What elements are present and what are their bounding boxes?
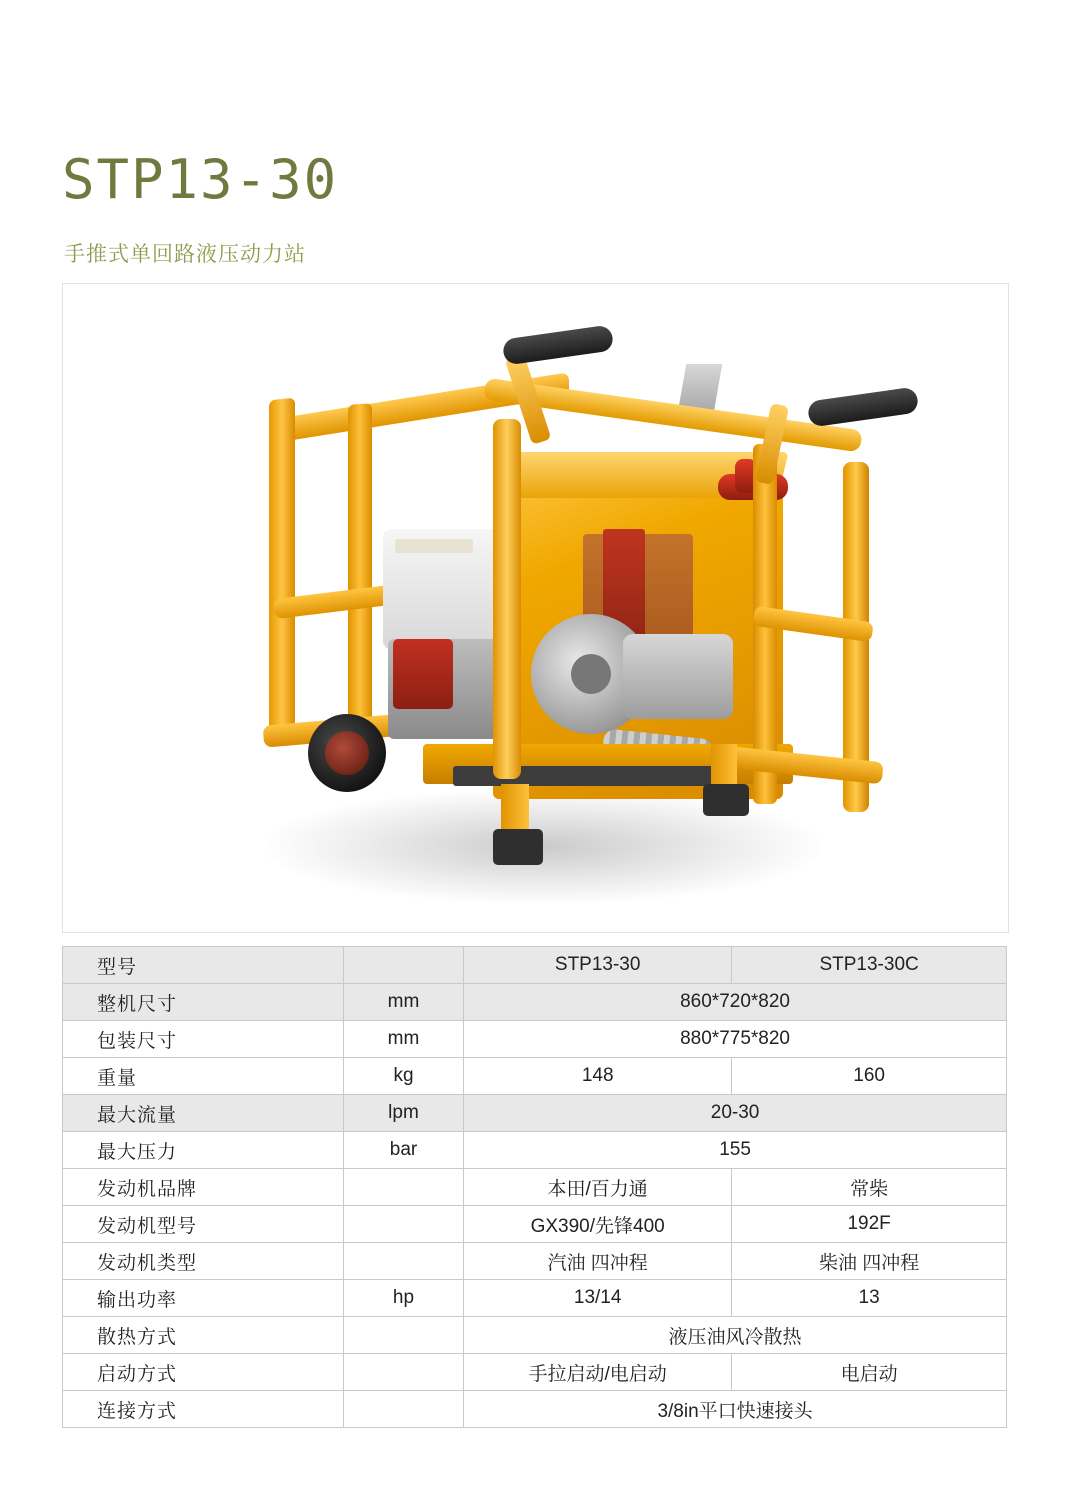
- row-unit: mm: [343, 1021, 463, 1058]
- hydraulic-pump: [623, 634, 733, 719]
- table-row: [63, 1280, 1007, 1317]
- page-subtitle: 手推式单回路液压动力站: [64, 243, 306, 266]
- row-value-1: 手拉启动/电启动: [464, 1354, 732, 1391]
- header-cell-model-2: STP13-30C: [732, 947, 1007, 984]
- table-header-row: [63, 947, 1007, 984]
- header-cell-label: 型号: [63, 947, 344, 984]
- row-unit: [343, 1317, 463, 1354]
- row-label: 包装尺寸: [63, 1021, 344, 1058]
- left-handle-grip: [502, 324, 615, 365]
- row-value-merged: 155: [464, 1132, 1007, 1169]
- row-value-1: 本田/百力通: [464, 1169, 732, 1206]
- row-unit: [343, 1206, 463, 1243]
- row-unit: kg: [343, 1058, 463, 1095]
- product-photo-stage: [63, 284, 1008, 932]
- row-unit: [343, 1354, 463, 1391]
- row-value-1: GX390/先锋400: [464, 1206, 732, 1243]
- row-value-2: 192F: [732, 1206, 1007, 1243]
- row-value-merged: 20-30: [464, 1095, 1007, 1132]
- row-label: 发动机品牌: [63, 1169, 344, 1206]
- table-row: [63, 1391, 1007, 1428]
- row-label: 最大压力: [63, 1132, 344, 1169]
- row-unit: [343, 1391, 463, 1428]
- table-row: [63, 1132, 1007, 1169]
- header-cell-model-1: STP13-30: [464, 947, 732, 984]
- row-unit: bar: [343, 1132, 463, 1169]
- row-value-2: 常柴: [732, 1169, 1007, 1206]
- engine-label-sticker: [395, 539, 473, 553]
- row-value-merged: 860*720*820: [464, 984, 1007, 1021]
- cooling-fan-hub: [571, 654, 611, 694]
- row-label: 发动机型号: [63, 1206, 344, 1243]
- row-value-merged: 3/8in平口快速接头: [464, 1391, 1007, 1428]
- transport-wheel-hub: [325, 731, 369, 775]
- header-cell-unit: [343, 947, 463, 984]
- row-label: 整机尺寸: [63, 984, 344, 1021]
- row-value-2: 柴油 四冲程: [732, 1243, 1007, 1280]
- table-row: [63, 1317, 1007, 1354]
- table-row: [63, 1206, 1007, 1243]
- row-value-1: 13/14: [464, 1280, 732, 1317]
- specification-table: [62, 946, 1007, 1428]
- row-label: 最大流量: [63, 1095, 344, 1132]
- front-foot-pad: [493, 829, 543, 865]
- table-row: [63, 984, 1007, 1021]
- frame-front-left-post: [493, 419, 521, 779]
- row-label: 散热方式: [63, 1317, 344, 1354]
- row-unit: [343, 1169, 463, 1206]
- row-value-1: 148: [464, 1058, 732, 1095]
- row-label: 连接方式: [63, 1391, 344, 1428]
- table-row: [63, 1169, 1007, 1206]
- row-value-2: 160: [732, 1058, 1007, 1095]
- engine-red-cover: [393, 639, 453, 709]
- table-row: [63, 1095, 1007, 1132]
- frame-rear-left-post: [269, 398, 295, 731]
- product-photo: [62, 283, 1009, 933]
- table-row: [63, 1354, 1007, 1391]
- row-label: 输出功率: [63, 1280, 344, 1317]
- row-label: 重量: [63, 1058, 344, 1095]
- row-unit: hp: [343, 1280, 463, 1317]
- row-label: 启动方式: [63, 1354, 344, 1391]
- row-value-2: 电启动: [732, 1354, 1007, 1391]
- row-value-merged: 液压油风冷散热: [464, 1317, 1007, 1354]
- row-label: 发动机类型: [63, 1243, 344, 1280]
- table-row: [63, 1058, 1007, 1095]
- frame-mid-left-post: [348, 403, 372, 735]
- row-unit: mm: [343, 984, 463, 1021]
- row-unit: lpm: [343, 1095, 463, 1132]
- right-handle-grip: [807, 386, 920, 427]
- page-title: STP13-30: [62, 148, 339, 211]
- row-unit: [343, 1243, 463, 1280]
- row-value-1: 汽油 四冲程: [464, 1243, 732, 1280]
- row-value-2: 13: [732, 1280, 1007, 1317]
- table-row: [63, 1021, 1007, 1058]
- rear-foot-pad: [703, 784, 749, 816]
- table-row: [63, 1243, 1007, 1280]
- row-value-merged: 880*775*820: [464, 1021, 1007, 1058]
